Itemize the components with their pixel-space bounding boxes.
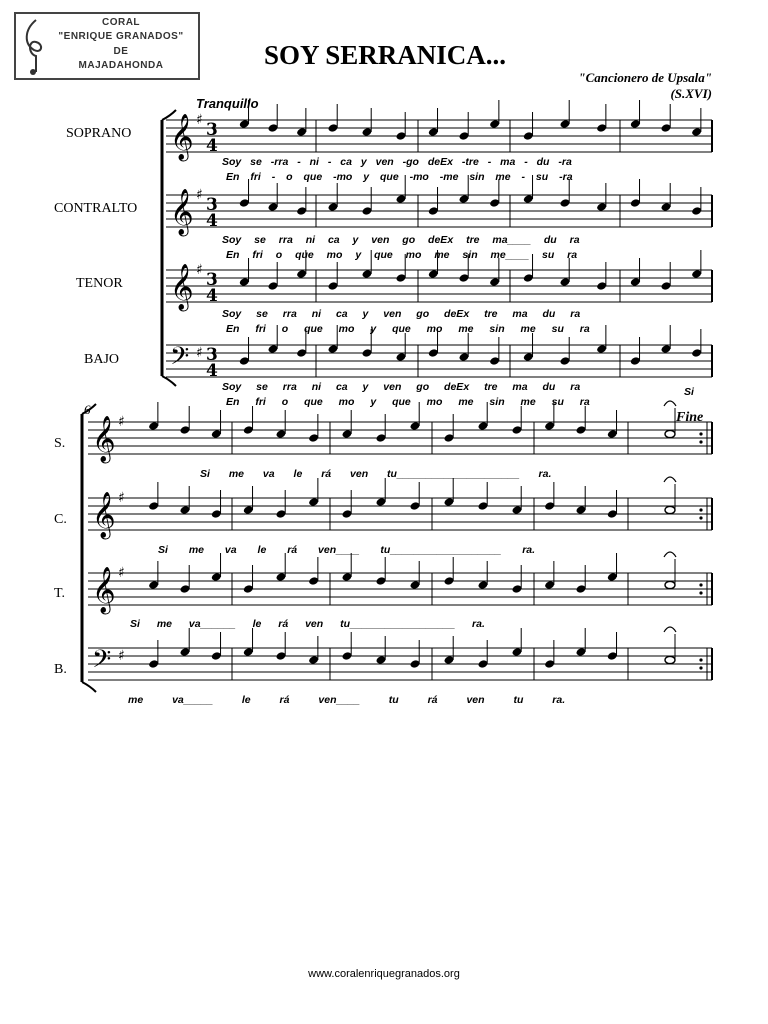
repeat-dot (699, 591, 702, 594)
lyric-bajo-si: Si (684, 386, 694, 398)
bass-clef-icon: 𝄢 (170, 342, 190, 377)
lyric-contralto-verse-2: En fri o que mo y que mo me sin me____ su ra (226, 249, 578, 261)
lyric-c-system-2: Si me va le rá ven____ tu___________________ ra. (158, 544, 536, 556)
treble-clef-icon: 𝄞 (170, 189, 194, 235)
voice-label-t: T. (54, 586, 66, 601)
lyric-tenor-verse-2: En fri o que mo y que mo me sin me su ra (226, 323, 590, 335)
source-line-2: (S.XVI) (670, 86, 712, 101)
footer-url: www.coralenriquegranados.org (308, 968, 460, 980)
bass-clef-icon: 𝄢 (92, 645, 112, 680)
fermata-icon (664, 552, 676, 557)
whole-note (665, 581, 675, 588)
measure-number: 6 (84, 402, 91, 417)
time-sig-bottom: 4 (206, 136, 218, 156)
repeat-dot (699, 666, 702, 669)
lyric-soprano-verse-1: Soy se -rra - ni - ca y ven -go deEx -tre - ma - du -ra (222, 156, 572, 168)
time-sig-top: 3 (206, 195, 218, 215)
time-sig-bottom: 4 (206, 286, 218, 306)
time-sig-top: 3 (206, 270, 218, 290)
lyric-bajo-verse-1: Soy se rra ni ca y ven go deEx tre ma du ra (222, 381, 581, 393)
sharp-icon: ♯ (118, 648, 125, 664)
stamp-line-3: DE (113, 46, 129, 57)
whole-note (665, 506, 675, 513)
voice-label-b: B. (54, 662, 67, 677)
tempo-marking: Tranquillo (196, 96, 259, 111)
stamp-line-2: "ENRIQUE GRANADOS" (58, 31, 184, 42)
time-sig-top: 3 (206, 120, 218, 140)
sharp-icon: ♯ (118, 565, 125, 581)
repeat-dot (699, 432, 702, 435)
sharp-icon: ♯ (196, 112, 203, 128)
fermata-icon (664, 477, 676, 482)
fine-marking: Fine (676, 410, 704, 425)
sharp-icon: ♯ (118, 414, 125, 430)
repeat-dot (699, 440, 702, 443)
repeat-dot (699, 516, 702, 519)
voice-label-c: C. (54, 512, 67, 527)
voice-label-contralto: CONTRALTO (54, 201, 138, 216)
time-sig-bottom: 4 (206, 361, 218, 381)
treble-clef-icon: 𝄞 (92, 567, 116, 613)
fermata-icon (664, 401, 676, 406)
repeat-dot (699, 658, 702, 661)
lyric-s-system-2: Si me va le rá ven tu_____________________ ra. (200, 468, 552, 480)
sharp-icon: ♯ (118, 490, 125, 506)
lyric-contralto-verse-1: Soy se rra ni ca y ven go deEx tre ma____ du ra (222, 234, 580, 246)
sharp-icon: ♯ (196, 262, 203, 278)
time-sig-bottom: 4 (206, 211, 218, 231)
lyric-bajo-verse-2: En fri o que mo y que mo me sin me su ra (226, 396, 590, 408)
voice-label-s: S. (54, 436, 66, 451)
lyric-b-system-2: me va_____ le rá ven____ tu rá ven tu ra. (128, 694, 566, 706)
source-line-1: "Cancionero de Upsala" (578, 70, 712, 85)
fermata-icon (664, 627, 676, 632)
repeat-dot (699, 583, 702, 586)
treble-clef-icon: 𝄞 (170, 264, 194, 310)
voice-label-soprano: SOPRANO (66, 126, 132, 141)
voice-label-tenor: TENOR (76, 276, 123, 291)
lyric-tenor-verse-1: Soy se rra ni ca y ven go deEx tre ma du ra (222, 308, 581, 320)
whole-note (665, 430, 675, 437)
time-sig-top: 3 (206, 345, 218, 365)
treble-clef-icon: 𝄞 (92, 492, 116, 538)
stamp-line-4: MAJADAHONDA (78, 60, 164, 71)
treble-clef-icon: 𝄞 (170, 114, 194, 160)
sharp-icon: ♯ (196, 187, 203, 203)
sharp-icon: ♯ (196, 345, 203, 361)
page-title: SOY SERRANICA... (263, 40, 507, 70)
repeat-dot (699, 508, 702, 511)
lyric-t-system-2: Si me va______ le rá ven tu__________________ ra. (130, 618, 485, 630)
lyric-soprano-verse-2: En fri - o que -mo y que -mo -me sin me - su -ra (226, 171, 573, 183)
whole-note (665, 656, 675, 663)
stamp-line-1: CORAL (101, 17, 141, 28)
treble-clef-icon: 𝄞 (92, 416, 116, 462)
voice-label-bajo: BAJO (84, 352, 120, 367)
